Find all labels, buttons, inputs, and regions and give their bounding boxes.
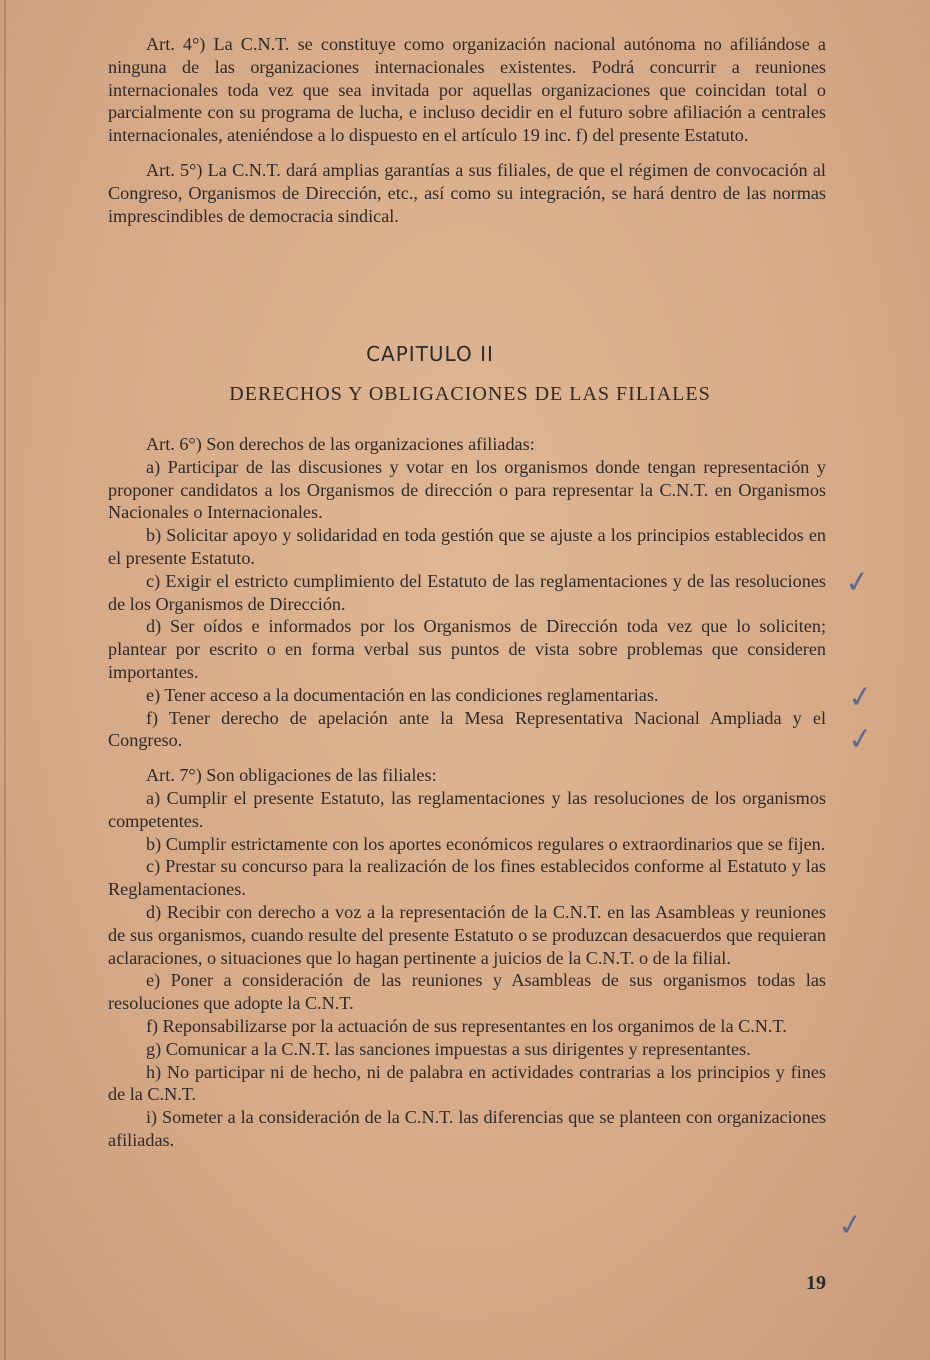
list-item: i) Someter a la consideración de la C.N.T. las diferencias que se planteen con organizaciones afiliadas. — [108, 1107, 826, 1150]
chapter-number: CAPITULO II — [366, 342, 494, 366]
article-6-intro — [108, 433, 826, 456]
article-7-item-h — [108, 1061, 826, 1107]
article-7-intro-text: Art. 7°) Son obligaciones de las filiales: — [146, 765, 437, 786]
list-item: f) Tener derecho de apelación ante la Mesa Representativa Nacional Ampliada y el Congreso. — [108, 707, 826, 751]
page-edge — [4, 0, 6, 1360]
article-6-item-b — [108, 524, 826, 570]
article-7-item-b — [108, 833, 826, 856]
list-item: c) Prestar su concurso para la realización de los fines establecidos conforme al Estatuto y las Reglamentaciones. — [108, 856, 826, 900]
list-item: d) Ser oídos e informados por los Organismos de Dirección toda vez que lo soliciten; plantear por escrito o en forma verbal sus puntos de vista sobre problemas que consideren importantes. — [108, 616, 826, 682]
list-item: h) No participar ni de hecho, ni de palabra en actividades contrarias a los principios y fines de la C.N.T. — [108, 1061, 826, 1105]
chapter-title: DERECHOS Y OBLIGACIONES DE LAS FILIALES — [229, 383, 711, 405]
check-mark-icon: ✓ — [845, 720, 876, 759]
article-6-item-f — [108, 707, 826, 753]
list-item: g) Comunicar a la C.N.T. las sanciones impuestas a sus dirigentes y representantes. — [146, 1038, 751, 1059]
list-item: a) Participar de las discusiones y votar en los organismos donde tengan representación y proponer candidatos a los Organismos de dirección o para representar la C.N.T. en Organismos Nacionales o Internacionales. — [108, 456, 826, 523]
article-7-item-f — [108, 1015, 826, 1038]
list-item: c) Exigir el estricto cumplimiento del Estatuto de las reglamentaciones y de las resoluciones de los Organismos de Dirección. — [108, 570, 826, 614]
article-6-item-e — [108, 684, 826, 707]
check-mark-icon: ✓ — [845, 678, 876, 717]
article-6-item-d — [108, 615, 826, 683]
article-7-item-e — [108, 969, 826, 1015]
list-item: f) Reponsabilizarse por la actuación de sus representantes en los organimos de la C.N.T. — [146, 1015, 787, 1036]
article-7-item-a — [108, 787, 826, 833]
list-item: b) Solicitar apoyo y solidaridad en toda gestión que se ajuste a los principios establecidos en el presente Estatuto. — [108, 525, 826, 568]
list-item: d) Recibir con derecho a voz a la representación de la C.N.T. en las Asambleas y reuniones de sus organismos, cuando resulte del presente Estatuto o se produzcan desacuerdos que requieran aclaraciones, o situaciones que lo hagan pertinente a juicios de la C.N.T. o de la filial. — [108, 901, 826, 968]
list-item: a) Cumplir el presente Estatuto, las reglamentaciones y las resoluciones de los organismos competentes. — [108, 787, 826, 831]
article-4-text: Art. 4°) La C.N.T. se constituye como organización nacional autónoma no afiliándose a ninguna de las organizaciones internacionales existentes. Podrá concurrir a reuniones internacionales toda vez que sea invitada por aquellas organizaciones que coincidan total o parcialmente con su programa de lucha, e incluso decidir en el futuro sobre afiliación a centrales internacionales, ateniéndose a lo dispuesto en el artículo 19 inc. f) del presente Estatuto. — [108, 34, 826, 146]
article-7-intro — [108, 764, 826, 787]
list-item: e) Poner a consideración de las reuniones y Asambleas de sus organismos todas las resoluciones que adopte la C.N.T. — [108, 970, 826, 1014]
article-5-text: Art. 5°) La C.N.T. dará amplias garantías a sus filiales, de que el régimen de convocación al Congreso, Organismos de Dirección, etc., así como su integración, se hará dentro de las normas imprescindibles de democracia sindical. — [108, 159, 826, 226]
check-mark-icon: ✓ — [842, 563, 873, 602]
article-7-item-c — [108, 855, 826, 901]
check-mark-icon: ✓ — [835, 1206, 866, 1245]
article-6-item-a — [108, 456, 826, 524]
list-item: b) Cumplir estrictamente con los aportes económicos regulares o extraordinarios que se fijen. — [146, 833, 826, 854]
article-6-intro-text: Art. 6°) Son derechos de las organizaciones afiliadas: — [146, 434, 535, 454]
article-5 — [108, 159, 826, 227]
page-number: 19 — [806, 1272, 826, 1294]
list-item: e) Tener acceso a la documentación en las condiciones reglamentarias. — [146, 684, 659, 705]
article-4 — [108, 33, 826, 147]
article-7-item-i — [108, 1106, 826, 1152]
article-7-item-g — [108, 1038, 826, 1061]
articles-4-5 — [108, 33, 826, 227]
articles-6-7 — [108, 433, 826, 1152]
article-6-item-c — [108, 570, 826, 616]
article-7-item-d — [108, 901, 826, 969]
